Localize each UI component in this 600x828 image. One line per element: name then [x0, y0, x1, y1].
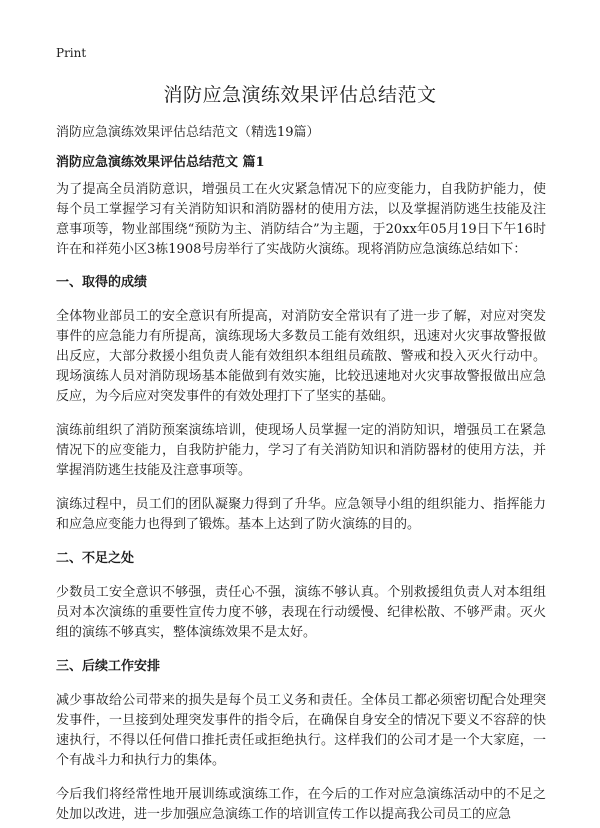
- print-link[interactable]: Print: [56, 46, 87, 60]
- paragraph: 演练前组织了消防预案演练培训，使现场人员掌握一定的消防知识，增强员工在紧急情况下的应变能力，自我防护能力，学习了有关消防知识和消防器材的使用方法，并掌握消防逃生技能及注意事项等。: [56, 423, 546, 478]
- document-subtitle: 消防应急演练效果评估总结范文（精选19篇）: [56, 125, 320, 140]
- paragraph: 演练过程中，员工们的团队凝聚力得到了升华。应急领导小组的组织能力、指挥能力和应急应变能力也得到了锻炼。基本上达到了防火演练的目的。: [56, 497, 546, 532]
- article-heading: 消防应急演练效果评估总结范文 篇1: [56, 155, 265, 170]
- section-heading-shortcomings: 二、不足之处: [56, 551, 135, 566]
- paragraph: 少数员工安全意识不够强，责任心不强，演练不够认真。个别救援组负责人对本组组员对本次演练的重要性宣传力度不够，表现在行动缓慢、纪律松散、不够严肃。灭火组的演练不够真实，整体演练效果不是太好。: [56, 585, 546, 640]
- section-heading-follow-up: 三、后续工作安排: [56, 659, 161, 674]
- paragraph: 今后我们将经常性地开展训练或演练工作，在今后的工作对应急演练活动中的不足之处加以改进，进一步加强应急演练工作的培训宣传工作以提高我公司员工的应急: [56, 787, 546, 822]
- intro-paragraph: 为了提高全员消防意识，增强员工在火灾紧急情况下的应变能力，自我防护能力，使每个员工掌握学习有关消防知识和消防器材的使用方法，以及掌握消防逃生技能及注意事项等，物业部围绕“预防为主、消防结合”为主题，于20xx年05月19日下午16时许在和祥苑小区3栋1908号房举行了实战防火演练。现将消防应急演练总结如下：: [56, 182, 546, 257]
- section-heading-achievements: 一、取得的成绩: [56, 275, 148, 290]
- paragraph: 减少事故给公司带来的损失是每个员工义务和责任。全体员工都必须密切配合处理突发事件，一旦接到处理突发事件的指令后，在确保自身安全的情况下要义不容辞的快速执行，不得以任何借口推托责任或拒绝执行。这样我们的公司才是一个大家庭，一个有战斗力和执行力的集体。: [56, 693, 546, 768]
- paragraph: 全体物业部员工的安全意识有所提高，对消防安全常识有了进一步了解，对应对突发事件的应急能力有所提高，演练现场大多数员工能有效组织，迅速对火灾事故警报做出反应，大部分救援小组负责人能有效组织本组组员疏散、警戒和投入灭火行动中。现场演练人员对消防现场基本能做到有效实施，比较迅速地对火灾事故警报做出应急反应，为今后应对突发事件的有效处理打下了坚实的基础。: [56, 309, 546, 404]
- article-body: [56, 180, 546, 825]
- page-title: 消防应急演练效果评估总结范文: [163, 84, 437, 106]
